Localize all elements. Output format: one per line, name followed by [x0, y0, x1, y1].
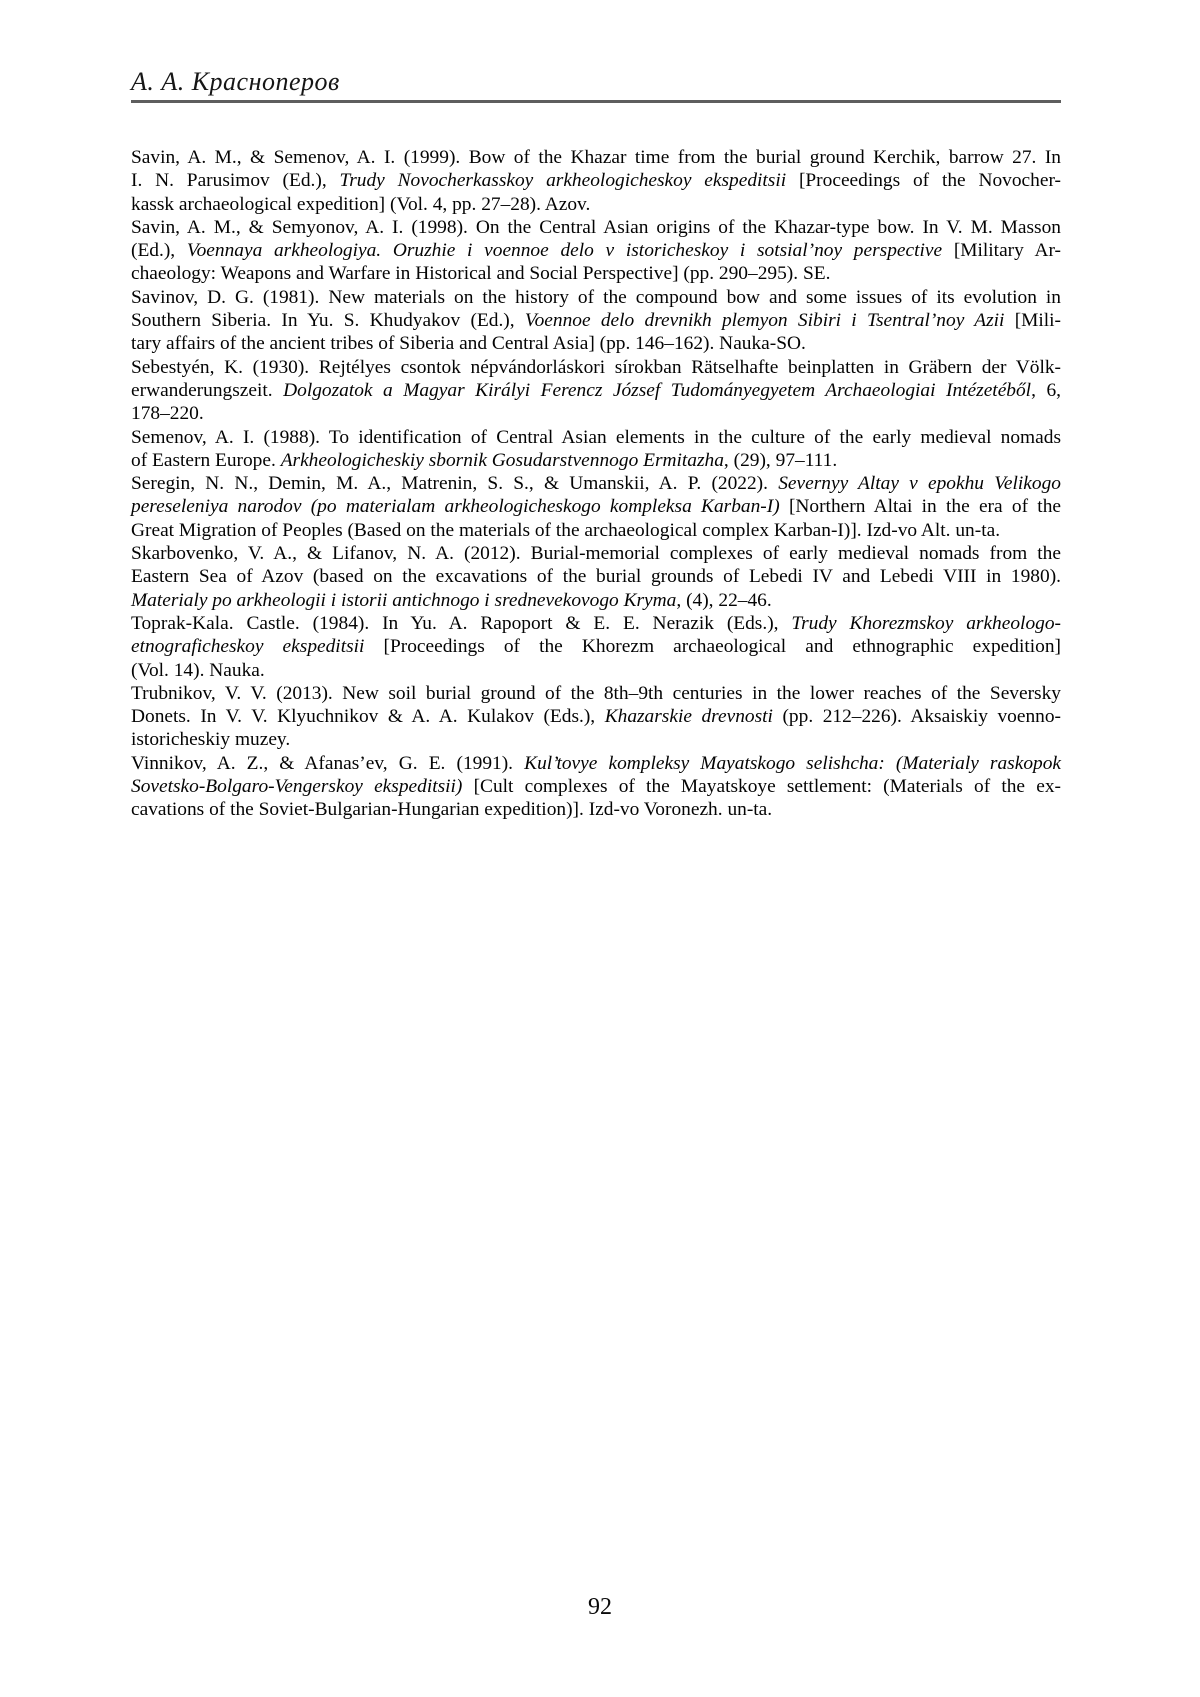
reference-line — [131, 728, 1061, 751]
reference-text-segment: erwanderungszeit. — [131, 379, 284, 401]
reference-line — [131, 589, 1061, 612]
reference-title-segment: Khazarskie drevnosti — [604, 706, 773, 728]
reference-line — [131, 542, 1061, 565]
reference-text-segment: , (29), 97–111. — [723, 449, 838, 471]
reference-title-segment: Voennoe delo drevnikh plemyon Sibiri i Tsentral’noy Azii — [524, 310, 1005, 332]
reference-entry — [131, 612, 1061, 682]
reference-title-segment: Arkheologicheskiy sbornik Gosudarstvennogo Ermitazha — [280, 449, 724, 471]
reference-text-segment: Sebestyén, K. (1930). Rejtélyes csontok népvándorláskori sírokban Rätselhafte beinplatten in Gräbern der Völk- — [131, 356, 1061, 378]
running-header-author: А. А. Красноперов — [131, 67, 340, 96]
reference-text-segment: tary affairs of the ancient tribes of Siberia and Central Asia] (pp. 146–162). Nauka-SO. — [131, 333, 806, 355]
reference-text-segment: Savin, A. M., & Semyonov, A. I. (1998). On the Central Asian origins of the Khazar-type bow. In V. M. Masson — [131, 216, 1061, 238]
reference-line — [131, 449, 1061, 472]
reference-text-segment: Eastern Sea of Azov (based on the excavations of the burial grounds of Lebedi IV and Lebedi VIII in 1980). — [131, 566, 1061, 588]
reference-text-segment: Trubnikov, V. V. (2013). New soil burial ground of the 8th–9th centuries in the lower reaches of the Seversky — [131, 682, 1061, 704]
reference-entry — [131, 286, 1061, 356]
reference-entry — [131, 146, 1061, 216]
reference-title-segment: Materialy po arkheologii i istorii antichnogo i srednevekovogo Kryma — [131, 589, 677, 611]
references-list — [131, 146, 1061, 822]
reference-text-segment: [Military Ar- — [942, 240, 1062, 262]
reference-text-segment: Toprak-Kala. Castle. (1984). In Yu. A. Rapoport & E. E. Nerazik (Eds.), — [131, 612, 792, 634]
reference-line — [131, 426, 1061, 449]
reference-text-segment: (Ed.), — [131, 240, 187, 262]
reference-text-segment: cavations of the Soviet-Bulgarian-Hungarian expedition)]. Izd-vo Voronezh. un-ta. — [131, 799, 773, 821]
reference-title-segment: Trudy Novocherkasskoy arkheologicheskoy ekspeditsii — [339, 170, 787, 192]
reference-text-segment: [Proceedings of the Novocher- — [786, 170, 1061, 192]
reference-text-segment: , (4), 22–46. — [676, 589, 772, 611]
reference-line — [131, 216, 1061, 239]
reference-line — [131, 635, 1061, 658]
reference-text-segment: [Proceedings of the Khorezm archaeological and ethnographic expedition] — [364, 636, 1061, 658]
reference-entry — [131, 682, 1061, 752]
reference-line — [131, 356, 1061, 379]
reference-line — [131, 612, 1061, 635]
reference-line — [131, 519, 1061, 542]
reference-line — [131, 239, 1061, 262]
reference-entry — [131, 752, 1061, 822]
reference-line — [131, 193, 1061, 216]
reference-text-segment: kassk archaeological expedition] (Vol. 4, pp. 27–28). Azov. — [131, 193, 591, 215]
reference-text-segment: chaeology: Weapons and Warfare in Historical and Social Perspective] (pp. 290–295). SE. — [131, 263, 831, 285]
reference-line — [131, 286, 1061, 309]
reference-line — [131, 659, 1061, 682]
reference-entry — [131, 216, 1061, 286]
reference-text-segment: (pp. 212–226). Aksaiskiy voenno- — [772, 706, 1061, 728]
reference-title-segment: etnograficheskoy ekspeditsii — [131, 636, 365, 658]
reference-text-segment: Savinov, D. G. (1981). New materials on the history of the compound bow and some issues of its evolution in — [131, 286, 1061, 308]
reference-text-segment: of Eastern Europe. — [131, 449, 281, 471]
reference-text-segment: [Mili- — [1004, 310, 1062, 332]
reference-text-segment: , 6, — [1031, 379, 1061, 401]
reference-entry — [131, 472, 1061, 542]
reference-line — [131, 472, 1061, 495]
reference-text-segment: [Cult complexes of the Mayatskoye settlement: (Materials of the ex- — [462, 776, 1061, 798]
reference-title-segment: Sovetsko-Bolgaro-Vengerskoy ekspeditsii) — [131, 776, 463, 798]
reference-text-segment: I. N. Parusimov (Ed.), — [131, 170, 340, 192]
reference-entry — [131, 426, 1061, 473]
reference-line — [131, 565, 1061, 588]
reference-title-segment: Kul’tovye kompleksy Mayatskogo selishcha: (Materialy raskopok — [524, 752, 1062, 774]
reference-line — [131, 775, 1061, 798]
reference-text-segment: 178–220. — [131, 403, 204, 425]
reference-text-segment: Skarbovenko, V. A., & Lifanov, N. A. (2012). Burial-memorial complexes of early medieval nomads from the — [131, 543, 1061, 565]
reference-line — [131, 146, 1061, 169]
header-rule — [131, 100, 1061, 103]
reference-entry — [131, 542, 1061, 612]
reference-line — [131, 752, 1061, 775]
reference-line — [131, 332, 1061, 355]
reference-line — [131, 705, 1061, 728]
reference-text-segment: Seregin, N. N., Demin, M. A., Matrenin, S. S., & Umanskii, A. P. (2022). — [131, 473, 779, 495]
reference-line — [131, 495, 1061, 518]
reference-text-segment: Vinnikov, A. Z., & Afanas’ev, G. E. (1991). — [131, 752, 525, 774]
reference-text-segment: [Northern Altai in the era of the — [779, 496, 1061, 518]
reference-title-segment: pereseleniya narodov (po materialam arkheologicheskogo kompleksa Karban-I) — [131, 496, 780, 518]
reference-line — [131, 682, 1061, 705]
reference-line — [131, 402, 1061, 425]
reference-entry — [131, 356, 1061, 426]
reference-line — [131, 379, 1061, 402]
reference-text-segment: (Vol. 14). Nauka. — [131, 659, 265, 681]
reference-title-segment: Trudy Khorezmskoy arkheologo- — [791, 612, 1061, 634]
reference-text-segment: Southern Siberia. In Yu. S. Khudyakov (Ed.), — [131, 310, 525, 332]
reference-text-segment: Donets. In V. V. Klyuchnikov & A. A. Kulakov (Eds.), — [131, 706, 605, 728]
reference-line — [131, 262, 1061, 285]
reference-line — [131, 169, 1061, 192]
page-number: 92 — [588, 1594, 612, 1620]
reference-title-segment: Severnyy Altay v epokhu Velikogo — [778, 473, 1061, 495]
reference-text-segment: Savin, A. M., & Semenov, A. I. (1999). Bow of the Khazar time from the burial ground Kerchik, barrow 27. In — [131, 147, 1061, 168]
reference-text-segment: Great Migration of Peoples (Based on the materials of the archaeological complex Karban-I)]. Izd-vo Alt. un-ta. — [131, 519, 1001, 541]
reference-text-segment: istoricheskiy muzey. — [131, 729, 291, 751]
reference-line — [131, 309, 1061, 332]
reference-title-segment: Dolgozatok a Magyar Királyi Ferencz József Tudományegyetem Archaeologiai Intézetéből — [283, 379, 1032, 401]
reference-title-segment: Voennaya arkheologiya. Oruzhie i voennoe delo v istoricheskoy i sotsial’noy perspective — [186, 240, 943, 262]
reference-text-segment: Semenov, A. I. (1988). To identification of Central Asian elements in the culture of the early medieval nomads — [131, 426, 1061, 448]
reference-line — [131, 798, 1061, 821]
